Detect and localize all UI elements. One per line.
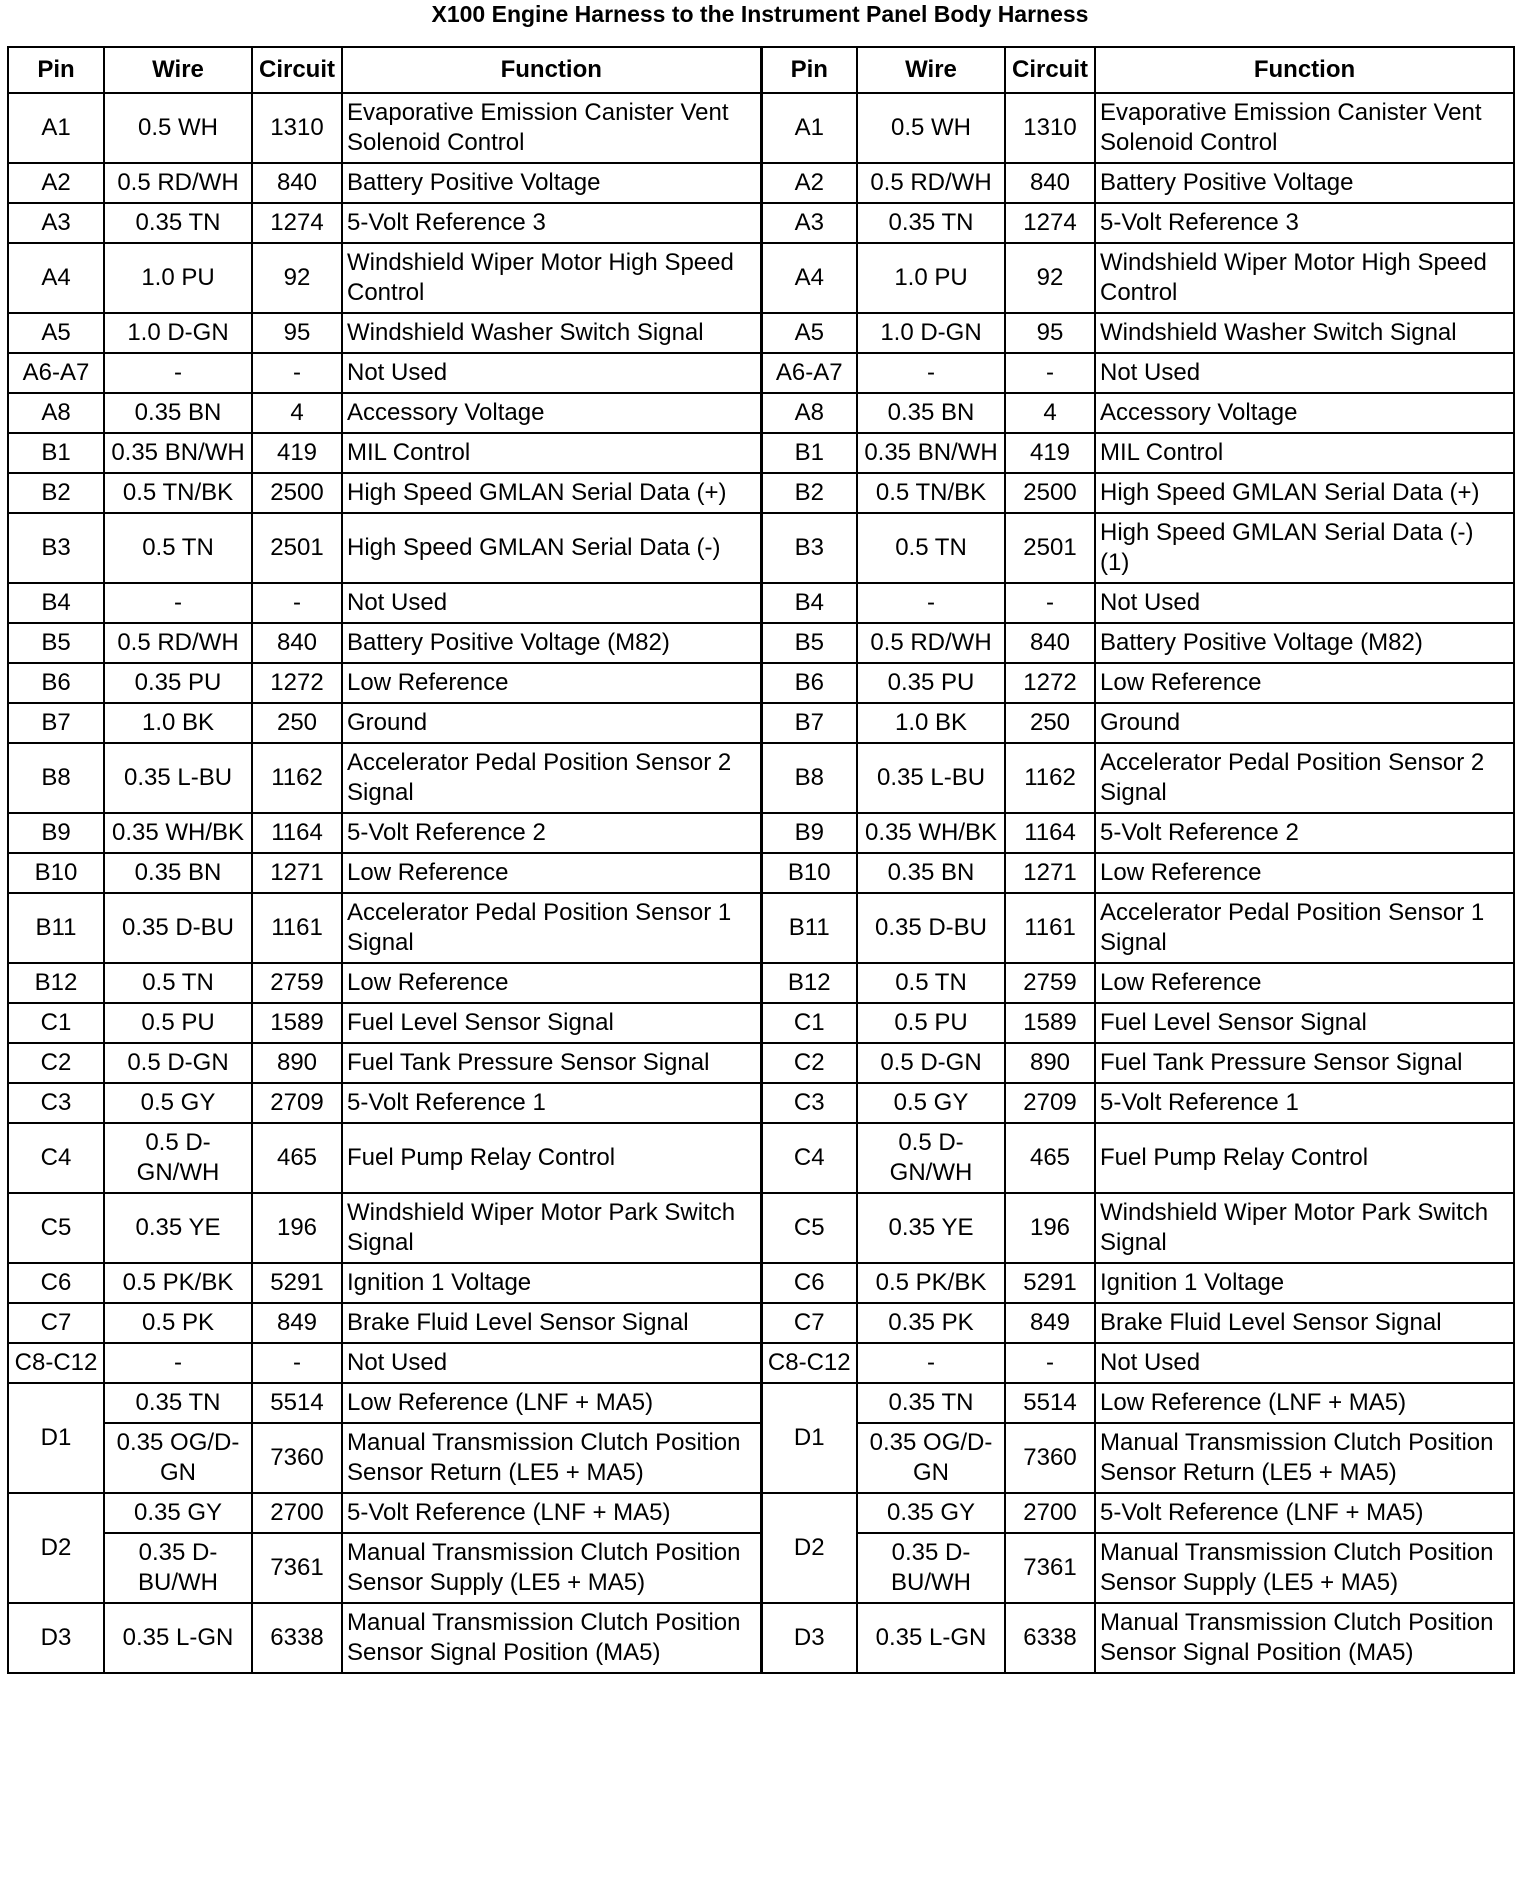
wire-cell: 0.35 TN <box>104 1383 252 1423</box>
table-row <box>8 963 1514 1003</box>
wire-cell: 0.5 TN/BK <box>857 473 1005 513</box>
circuit-cell: 849 <box>1005 1303 1095 1343</box>
pin-cell: B3 <box>761 513 857 583</box>
circuit-cell: 2759 <box>1005 963 1095 1003</box>
circuit-cell: 250 <box>1005 703 1095 743</box>
pin-cell: A3 <box>8 203 104 243</box>
wire-cell: 0.35 D-BU <box>857 893 1005 963</box>
function-cell: Not Used <box>342 1343 761 1383</box>
wire-cell: 0.5 TN <box>857 963 1005 1003</box>
header-wire: Wire <box>857 47 1005 93</box>
pin-cell: B8 <box>761 743 857 813</box>
table-row <box>8 473 1514 513</box>
pin-cell: C5 <box>8 1193 104 1263</box>
circuit-cell: 7361 <box>1005 1533 1095 1603</box>
pin-cell: B11 <box>8 893 104 963</box>
pin-cell: B1 <box>8 433 104 473</box>
table-row <box>8 1003 1514 1043</box>
header-pin: Pin <box>761 47 857 93</box>
table-row <box>8 1383 1514 1423</box>
circuit-cell: - <box>252 583 342 623</box>
circuit-cell: 1274 <box>252 203 342 243</box>
function-cell: Low Reference (LNF + MA5) <box>342 1383 761 1423</box>
pin-cell: C3 <box>761 1083 857 1123</box>
pin-cell: B6 <box>761 663 857 703</box>
function-cell: 5-Volt Reference 3 <box>342 203 761 243</box>
wire-cell: 0.5 GY <box>104 1083 252 1123</box>
wire-cell: 0.35 BN/WH <box>104 433 252 473</box>
pin-cell: B7 <box>761 703 857 743</box>
circuit-cell: 1272 <box>1005 663 1095 703</box>
header-circuit: Circuit <box>252 47 342 93</box>
pin-cell: D3 <box>8 1603 104 1673</box>
pin-cell: C4 <box>761 1123 857 1193</box>
wire-cell: 0.35 OG/D-GN <box>104 1423 252 1493</box>
wire-cell: 1.0 D-GN <box>104 313 252 353</box>
function-cell: Not Used <box>342 583 761 623</box>
table-row <box>8 433 1514 473</box>
circuit-cell: 1162 <box>252 743 342 813</box>
circuit-cell: 6338 <box>252 1603 342 1673</box>
circuit-cell: 1589 <box>1005 1003 1095 1043</box>
circuit-cell: 95 <box>1005 313 1095 353</box>
circuit-cell: 890 <box>1005 1043 1095 1083</box>
pin-cell: C7 <box>761 1303 857 1343</box>
wire-cell: 0.35 L-BU <box>104 743 252 813</box>
function-cell: Low Reference <box>342 963 761 1003</box>
function-cell: Fuel Tank Pressure Sensor Signal <box>1095 1043 1514 1083</box>
harness-table <box>7 46 1515 1674</box>
wire-cell: 0.5 RD/WH <box>857 163 1005 203</box>
wire-cell: 0.5 TN/BK <box>104 473 252 513</box>
pin-cell: C8-C12 <box>8 1343 104 1383</box>
function-cell: Windshield Wiper Motor Park Switch Signal <box>342 1193 761 1263</box>
circuit-cell: 2709 <box>1005 1083 1095 1123</box>
circuit-cell: 1310 <box>1005 93 1095 163</box>
wire-cell: 0.5 TN <box>104 963 252 1003</box>
circuit-cell: - <box>1005 583 1095 623</box>
circuit-cell: 250 <box>252 703 342 743</box>
pin-cell: C1 <box>8 1003 104 1043</box>
wire-cell: 0.5 PK/BK <box>104 1263 252 1303</box>
function-cell: Accelerator Pedal Position Sensor 2 Signal <box>1095 743 1514 813</box>
wire-cell: - <box>104 583 252 623</box>
pin-cell: B9 <box>8 813 104 853</box>
circuit-cell: 196 <box>1005 1193 1095 1263</box>
circuit-cell: 7360 <box>252 1423 342 1493</box>
table-row <box>8 703 1514 743</box>
wire-cell: 0.35 BN <box>104 853 252 893</box>
table-row <box>8 663 1514 703</box>
pin-cell: A1 <box>761 93 857 163</box>
table-row <box>8 1603 1514 1673</box>
circuit-cell: 2700 <box>1005 1493 1095 1533</box>
table-row <box>8 313 1514 353</box>
function-cell: Manual Transmission Clutch Position Sensor Return (LE5 + MA5) <box>342 1423 761 1493</box>
table-row <box>8 353 1514 393</box>
function-cell: Accelerator Pedal Position Sensor 1 Signal <box>1095 893 1514 963</box>
table-row <box>8 1043 1514 1083</box>
wire-cell: 0.5 WH <box>104 93 252 163</box>
header-row <box>8 47 1514 93</box>
function-cell: High Speed GMLAN Serial Data (+) <box>342 473 761 513</box>
circuit-cell: 419 <box>1005 433 1095 473</box>
function-cell: 5-Volt Reference 3 <box>1095 203 1514 243</box>
circuit-cell: - <box>1005 353 1095 393</box>
pin-cell: B12 <box>8 963 104 1003</box>
wire-cell: 1.0 BK <box>104 703 252 743</box>
function-cell: MIL Control <box>1095 433 1514 473</box>
pin-cell: B7 <box>8 703 104 743</box>
function-cell: Low Reference (LNF + MA5) <box>1095 1383 1514 1423</box>
table-row <box>8 853 1514 893</box>
wire-cell: 1.0 PU <box>104 243 252 313</box>
function-cell: Low Reference <box>1095 853 1514 893</box>
pin-cell: A1 <box>8 93 104 163</box>
circuit-cell: 840 <box>252 163 342 203</box>
wire-cell: 1.0 D-GN <box>857 313 1005 353</box>
function-cell: Low Reference <box>1095 963 1514 1003</box>
pin-cell: C8-C12 <box>761 1343 857 1383</box>
circuit-cell: 1271 <box>252 853 342 893</box>
pin-cell: B6 <box>8 663 104 703</box>
wire-cell: - <box>104 353 252 393</box>
function-cell: Ground <box>1095 703 1514 743</box>
circuit-cell: 5514 <box>1005 1383 1095 1423</box>
pin-cell: B11 <box>761 893 857 963</box>
function-cell: Brake Fluid Level Sensor Signal <box>1095 1303 1514 1343</box>
circuit-cell: 2500 <box>1005 473 1095 513</box>
wire-cell: 0.5 PU <box>857 1003 1005 1043</box>
function-cell: Accessory Voltage <box>342 393 761 433</box>
wire-cell: 0.35 BN <box>104 393 252 433</box>
function-cell: MIL Control <box>342 433 761 473</box>
pin-cell: C4 <box>8 1123 104 1193</box>
function-cell: 5-Volt Reference (LNF + MA5) <box>1095 1493 1514 1533</box>
pin-cell: A5 <box>8 313 104 353</box>
wire-cell: 0.35 D-BU/WH <box>857 1533 1005 1603</box>
header-function: Function <box>342 47 761 93</box>
wire-cell: 1.0 BK <box>857 703 1005 743</box>
function-cell: Battery Positive Voltage (M82) <box>1095 623 1514 663</box>
circuit-cell: 1274 <box>1005 203 1095 243</box>
pin-cell: B8 <box>8 743 104 813</box>
pin-cell: D2 <box>8 1493 104 1603</box>
function-cell: Low Reference <box>1095 663 1514 703</box>
circuit-cell: 890 <box>252 1043 342 1083</box>
function-cell: Ground <box>342 703 761 743</box>
function-cell: Windshield Wiper Motor High Speed Control <box>1095 243 1514 313</box>
function-cell: Fuel Level Sensor Signal <box>342 1003 761 1043</box>
function-cell: Low Reference <box>342 663 761 703</box>
wire-cell: 0.5 RD/WH <box>104 623 252 663</box>
pin-cell: A6-A7 <box>761 353 857 393</box>
pin-cell: A2 <box>761 163 857 203</box>
pin-cell: A2 <box>8 163 104 203</box>
function-cell: 5-Volt Reference 2 <box>342 813 761 853</box>
circuit-cell: 7361 <box>252 1533 342 1603</box>
wire-cell: 0.35 TN <box>857 203 1005 243</box>
wire-cell: 0.35 L-GN <box>104 1603 252 1673</box>
function-cell: Not Used <box>1095 1343 1514 1383</box>
page-title: X100 Engine Harness to the Instrument Panel Body Harness <box>431 1 1089 27</box>
table-row <box>8 393 1514 433</box>
table-row <box>8 1303 1514 1343</box>
pin-cell: B5 <box>8 623 104 663</box>
wire-cell: 0.5 D-GN/WH <box>857 1123 1005 1193</box>
table-row <box>8 93 1514 163</box>
function-cell: 5-Volt Reference 1 <box>1095 1083 1514 1123</box>
function-cell: Not Used <box>1095 583 1514 623</box>
wire-cell: 0.35 L-BU <box>857 743 1005 813</box>
circuit-cell: 4 <box>1005 393 1095 433</box>
pin-cell: A3 <box>761 203 857 243</box>
table-row <box>8 1123 1514 1193</box>
function-cell: 5-Volt Reference 1 <box>342 1083 761 1123</box>
circuit-cell: 1272 <box>252 663 342 703</box>
function-cell: Fuel Pump Relay Control <box>342 1123 761 1193</box>
function-cell: Accelerator Pedal Position Sensor 2 Signal <box>342 743 761 813</box>
function-cell: Battery Positive Voltage <box>342 163 761 203</box>
wire-cell: 0.35 BN <box>857 853 1005 893</box>
header-function: Function <box>1095 47 1514 93</box>
pin-cell: B10 <box>8 853 104 893</box>
wire-cell: 0.35 WH/BK <box>104 813 252 853</box>
wire-cell: 0.35 GY <box>857 1493 1005 1533</box>
wire-cell: 0.5 GY <box>857 1083 1005 1123</box>
function-cell: Fuel Level Sensor Signal <box>1095 1003 1514 1043</box>
circuit-cell: 1164 <box>252 813 342 853</box>
function-cell: Low Reference <box>342 853 761 893</box>
circuit-cell: 849 <box>252 1303 342 1343</box>
function-cell: High Speed GMLAN Serial Data (-) (1) <box>1095 513 1514 583</box>
table-row <box>8 743 1514 813</box>
function-cell: Manual Transmission Clutch Position Sensor Supply (LE5 + MA5) <box>342 1533 761 1603</box>
wire-cell: 1.0 PU <box>857 243 1005 313</box>
wire-cell: 0.35 OG/D-GN <box>857 1423 1005 1493</box>
pin-cell: A4 <box>8 243 104 313</box>
function-cell: Not Used <box>1095 353 1514 393</box>
circuit-cell: 2501 <box>252 513 342 583</box>
table-row <box>8 813 1514 853</box>
pin-cell: A8 <box>8 393 104 433</box>
pin-cell: A8 <box>761 393 857 433</box>
circuit-cell: 5291 <box>252 1263 342 1303</box>
circuit-cell: 5291 <box>1005 1263 1095 1303</box>
circuit-cell: 419 <box>252 433 342 473</box>
pin-cell: B3 <box>8 513 104 583</box>
wire-cell: - <box>857 1343 1005 1383</box>
pin-cell: B12 <box>761 963 857 1003</box>
table-row <box>8 163 1514 203</box>
wire-cell: 0.5 D-GN/WH <box>104 1123 252 1193</box>
function-cell: Windshield Wiper Motor Park Switch Signal <box>1095 1193 1514 1263</box>
pin-cell: D1 <box>8 1383 104 1493</box>
circuit-cell: 2500 <box>252 473 342 513</box>
circuit-cell: 196 <box>252 1193 342 1263</box>
function-cell: Windshield Washer Switch Signal <box>342 313 761 353</box>
pin-cell: B1 <box>761 433 857 473</box>
function-cell: Accelerator Pedal Position Sensor 1 Signal <box>342 893 761 963</box>
wire-cell: 0.5 WH <box>857 93 1005 163</box>
pin-cell: B4 <box>8 583 104 623</box>
circuit-cell: 92 <box>1005 243 1095 313</box>
wire-cell: 0.35 BN <box>857 393 1005 433</box>
pin-cell: C5 <box>761 1193 857 1263</box>
function-cell: Manual Transmission Clutch Position Sensor Return (LE5 + MA5) <box>1095 1423 1514 1493</box>
table-row <box>8 893 1514 963</box>
circuit-cell: 2709 <box>252 1083 342 1123</box>
function-cell: Not Used <box>342 353 761 393</box>
function-cell: Fuel Tank Pressure Sensor Signal <box>342 1043 761 1083</box>
pin-cell: B10 <box>761 853 857 893</box>
pin-cell: D2 <box>761 1493 857 1603</box>
circuit-cell: 95 <box>252 313 342 353</box>
pin-cell: B2 <box>8 473 104 513</box>
table-row <box>8 513 1514 583</box>
pin-cell: B4 <box>761 583 857 623</box>
wire-cell: 0.35 GY <box>104 1493 252 1533</box>
wire-cell: 0.35 BN/WH <box>857 433 1005 473</box>
pin-cell: A6-A7 <box>8 353 104 393</box>
pin-cell: C6 <box>761 1263 857 1303</box>
function-cell: High Speed GMLAN Serial Data (+) <box>1095 473 1514 513</box>
circuit-cell: 1162 <box>1005 743 1095 813</box>
table-row <box>8 1263 1514 1303</box>
function-cell: Manual Transmission Clutch Position Sensor Signal Position (MA5) <box>342 1603 761 1673</box>
circuit-cell: - <box>252 353 342 393</box>
function-cell: Evaporative Emission Canister Vent Solenoid Control <box>342 93 761 163</box>
circuit-cell: 1310 <box>252 93 342 163</box>
wire-cell: - <box>857 583 1005 623</box>
wire-cell: 0.35 TN <box>857 1383 1005 1423</box>
circuit-cell: 465 <box>1005 1123 1095 1193</box>
table-row <box>8 243 1514 313</box>
pin-cell: C1 <box>761 1003 857 1043</box>
function-cell: Ignition 1 Voltage <box>1095 1263 1514 1303</box>
circuit-cell: 465 <box>252 1123 342 1193</box>
circuit-cell: 1589 <box>252 1003 342 1043</box>
pin-cell: D3 <box>761 1603 857 1673</box>
wire-cell: 0.35 L-GN <box>857 1603 1005 1673</box>
wire-cell: 0.5 RD/WH <box>857 623 1005 663</box>
circuit-cell: 2700 <box>252 1493 342 1533</box>
table-row <box>8 623 1514 663</box>
function-cell: Battery Positive Voltage (M82) <box>342 623 761 663</box>
function-cell: Accessory Voltage <box>1095 393 1514 433</box>
circuit-cell: 1161 <box>1005 893 1095 963</box>
function-cell: Windshield Washer Switch Signal <box>1095 313 1514 353</box>
function-cell: Evaporative Emission Canister Vent Solenoid Control <box>1095 93 1514 163</box>
circuit-cell: 2759 <box>252 963 342 1003</box>
circuit-cell: 4 <box>252 393 342 433</box>
wire-cell: 0.35 PU <box>857 663 1005 703</box>
function-cell: Brake Fluid Level Sensor Signal <box>342 1303 761 1343</box>
table-row <box>8 1083 1514 1123</box>
pin-cell: B2 <box>761 473 857 513</box>
table-row <box>8 583 1514 623</box>
function-cell: 5-Volt Reference (LNF + MA5) <box>342 1493 761 1533</box>
wire-cell: 0.35 YE <box>857 1193 1005 1263</box>
function-cell: 5-Volt Reference 2 <box>1095 813 1514 853</box>
circuit-cell: 5514 <box>252 1383 342 1423</box>
header-circuit: Circuit <box>1005 47 1095 93</box>
wire-cell: 0.5 PK/BK <box>857 1263 1005 1303</box>
wire-cell: 0.5 RD/WH <box>104 163 252 203</box>
circuit-cell: 6338 <box>1005 1603 1095 1673</box>
circuit-cell: 1161 <box>252 893 342 963</box>
wire-cell: 0.5 D-GN <box>857 1043 1005 1083</box>
circuit-cell: 2501 <box>1005 513 1095 583</box>
wire-cell: 0.35 WH/BK <box>857 813 1005 853</box>
pin-cell: C2 <box>761 1043 857 1083</box>
wire-cell: 0.35 YE <box>104 1193 252 1263</box>
circuit-cell: 1164 <box>1005 813 1095 853</box>
wire-cell: 0.35 TN <box>104 203 252 243</box>
wire-cell: 0.5 D-GN <box>104 1043 252 1083</box>
circuit-cell: 1271 <box>1005 853 1095 893</box>
pin-cell: B5 <box>761 623 857 663</box>
pin-cell: A5 <box>761 313 857 353</box>
table-body <box>8 93 1514 1673</box>
table-row <box>8 1193 1514 1263</box>
wire-cell: 0.35 PU <box>104 663 252 703</box>
pin-cell: A4 <box>761 243 857 313</box>
pin-cell: C6 <box>8 1263 104 1303</box>
function-cell: Manual Transmission Clutch Position Sensor Supply (LE5 + MA5) <box>1095 1533 1514 1603</box>
wire-cell: - <box>104 1343 252 1383</box>
circuit-cell: 7360 <box>1005 1423 1095 1493</box>
circuit-cell: 840 <box>1005 163 1095 203</box>
pin-cell: C7 <box>8 1303 104 1343</box>
pin-cell: C2 <box>8 1043 104 1083</box>
table-row <box>8 1493 1514 1533</box>
wire-cell: 0.35 D-BU <box>104 893 252 963</box>
wire-cell: 0.35 D-BU/WH <box>104 1533 252 1603</box>
table-row <box>8 1343 1514 1383</box>
table-row <box>8 203 1514 243</box>
function-cell: Manual Transmission Clutch Position Sensor Signal Position (MA5) <box>1095 1603 1514 1673</box>
header-pin: Pin <box>8 47 104 93</box>
wire-cell: 0.5 TN <box>104 513 252 583</box>
function-cell: Ignition 1 Voltage <box>342 1263 761 1303</box>
pin-cell: B9 <box>761 813 857 853</box>
function-cell: Battery Positive Voltage <box>1095 163 1514 203</box>
function-cell: High Speed GMLAN Serial Data (-) <box>342 513 761 583</box>
circuit-cell: - <box>252 1343 342 1383</box>
pin-cell: C3 <box>8 1083 104 1123</box>
header-wire: Wire <box>104 47 252 93</box>
wire-cell: - <box>857 353 1005 393</box>
circuit-cell: 840 <box>1005 623 1095 663</box>
circuit-cell: 92 <box>252 243 342 313</box>
table-header <box>8 47 1514 93</box>
wire-cell: 0.35 PK <box>857 1303 1005 1343</box>
function-cell: Windshield Wiper Motor High Speed Control <box>342 243 761 313</box>
wire-cell: 0.5 TN <box>857 513 1005 583</box>
pin-cell: D1 <box>761 1383 857 1493</box>
circuit-cell: 840 <box>252 623 342 663</box>
function-cell: Fuel Pump Relay Control <box>1095 1123 1514 1193</box>
wire-cell: 0.5 PK <box>104 1303 252 1343</box>
circuit-cell: - <box>1005 1343 1095 1383</box>
wire-cell: 0.5 PU <box>104 1003 252 1043</box>
